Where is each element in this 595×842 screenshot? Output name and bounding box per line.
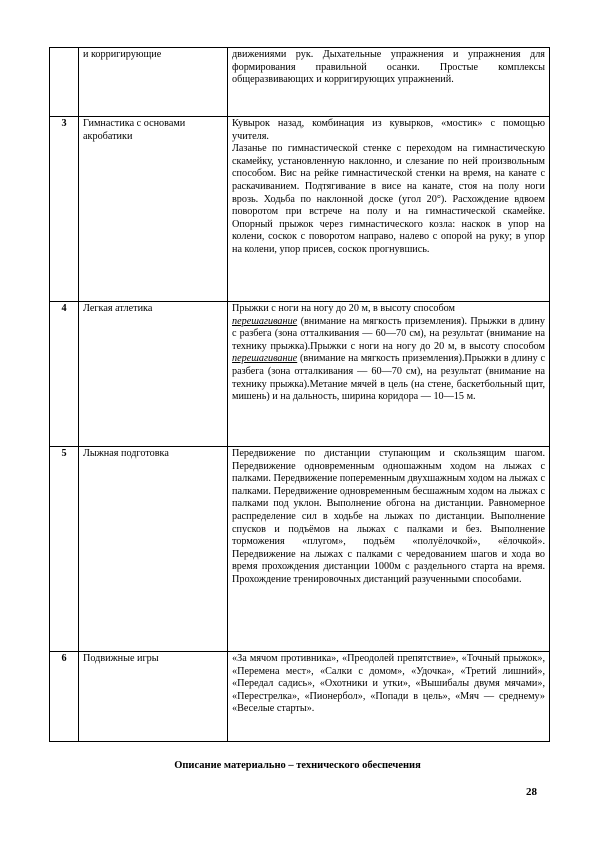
section-title: Описание материально – технического обеспечения bbox=[174, 760, 421, 771]
section-content bbox=[228, 302, 550, 447]
row-number: 4 bbox=[50, 302, 79, 447]
emphasis-term: перешагивание bbox=[232, 315, 298, 327]
section-content bbox=[228, 652, 550, 742]
table-row bbox=[50, 302, 550, 447]
curriculum-table bbox=[49, 47, 550, 742]
section-name: Легкая атлетика bbox=[79, 302, 228, 447]
emphasis-term: перешагивание bbox=[232, 353, 298, 365]
page-number: 28 bbox=[526, 786, 537, 798]
row-number: 5 bbox=[50, 447, 79, 652]
table-row bbox=[50, 447, 550, 652]
table-row bbox=[50, 48, 550, 117]
content-text: Прыжки с ноги на ногу до 20 м, в высоту способом bbox=[232, 303, 455, 314]
content-text: (внимание на мягкость приземления).Прыжки в длину с разбега (зона отталкивания — 60—70 см), на результат (внимание на технику прыжка).Метание мячей в цель (на стене, баскетбольный щит, мишень) и на дальность, ширина коридора — 10—15 м. bbox=[232, 353, 545, 403]
content-paragraph: Передвижение по дистанции ступающим и скользящим шагом. Передвижение одновременным одношажным ходом на лыжах с палками. Передвижение попеременным двухшажным ходом на лыжах с палками. Передвижение одновременным бесшажным ходом на лыжах с палками под уклон. Выполнение обгона на дистанции. Равномерное распределение сил в ходьбе на лыжах по дистанции. Выполнение спусков и подъёмов на лыжах с палками и без. Выполнение торможения «плугом», подъём «полуёлочкой», «ёлочкой». Передвижение на лыжах с палками с чередованием шагов и хода во время прохождения дистанции 1000м с раздельного старта на время. Прохождение тренировочных дистанций разученными способами. bbox=[232, 448, 545, 585]
content-paragraph: Лазанье по гимнастической стенке с переходом на гимнастическую скамейку, установленную наклонно, и слезание по ней произвольным способом. Вис на рейке гимнастической стенки на время, на канате с раскачиванием. Подтягивание в висе на канате, стоя на полу ноги врозь. Ходьба по наклонной доске (угол 20°). Расхождение вдвоем поворотом при встрече на полу и на гимнастической скамейке. Опорный прыжок через гимнастического козла: наскок в упор на колени, соскок с поворотом направо, налево с опорой на руку; в упор на колени, упор присев, соскок прогнувшись. bbox=[232, 143, 545, 255]
content-text: (внимание на мягкость приземления). Прыжки в длину с разбега (зона отталкивания — 60—70 см), на результат (внимание на технику прыжка).Прыжки с ноги на ногу до 20 м, в высоту способом bbox=[232, 315, 545, 352]
table-row bbox=[50, 652, 550, 742]
row-number: 3 bbox=[50, 117, 79, 302]
section-name: Лыжная подготовка bbox=[79, 447, 228, 652]
table-row bbox=[50, 117, 550, 302]
section-content bbox=[228, 48, 550, 117]
section-name: Гимнастика с основами акробатики bbox=[79, 117, 228, 302]
section-name: Подвижные игры bbox=[79, 652, 228, 742]
section-name: и корригирующие bbox=[79, 48, 228, 117]
content-paragraph: «За мячом противника», «Преодолей препятствие», «Точный прыжок», «Перемена мест», «Салки с домом», «Удочка», «Третий лишний», «Передал садись», «Охотники и утки», «Вышибалы двумя мячами», «Перестрелка», «Пионербол», «Попади в цель», «Мяч — среднему» «Веселые старты». bbox=[232, 653, 545, 715]
row-number: 6 bbox=[50, 652, 79, 742]
content-paragraph: движениями рук. Дыхательные упражнения и упражнения для формирования правильной осанки. Простые комплексы общеразвивающих и корригирующих упражнений. bbox=[232, 49, 545, 86]
section-content bbox=[228, 447, 550, 652]
content-paragraph: Кувырок назад, комбинация из кувырков, «мостик» с помощью учителя. bbox=[232, 118, 545, 142]
row-number bbox=[50, 48, 79, 117]
section-content bbox=[228, 117, 550, 302]
